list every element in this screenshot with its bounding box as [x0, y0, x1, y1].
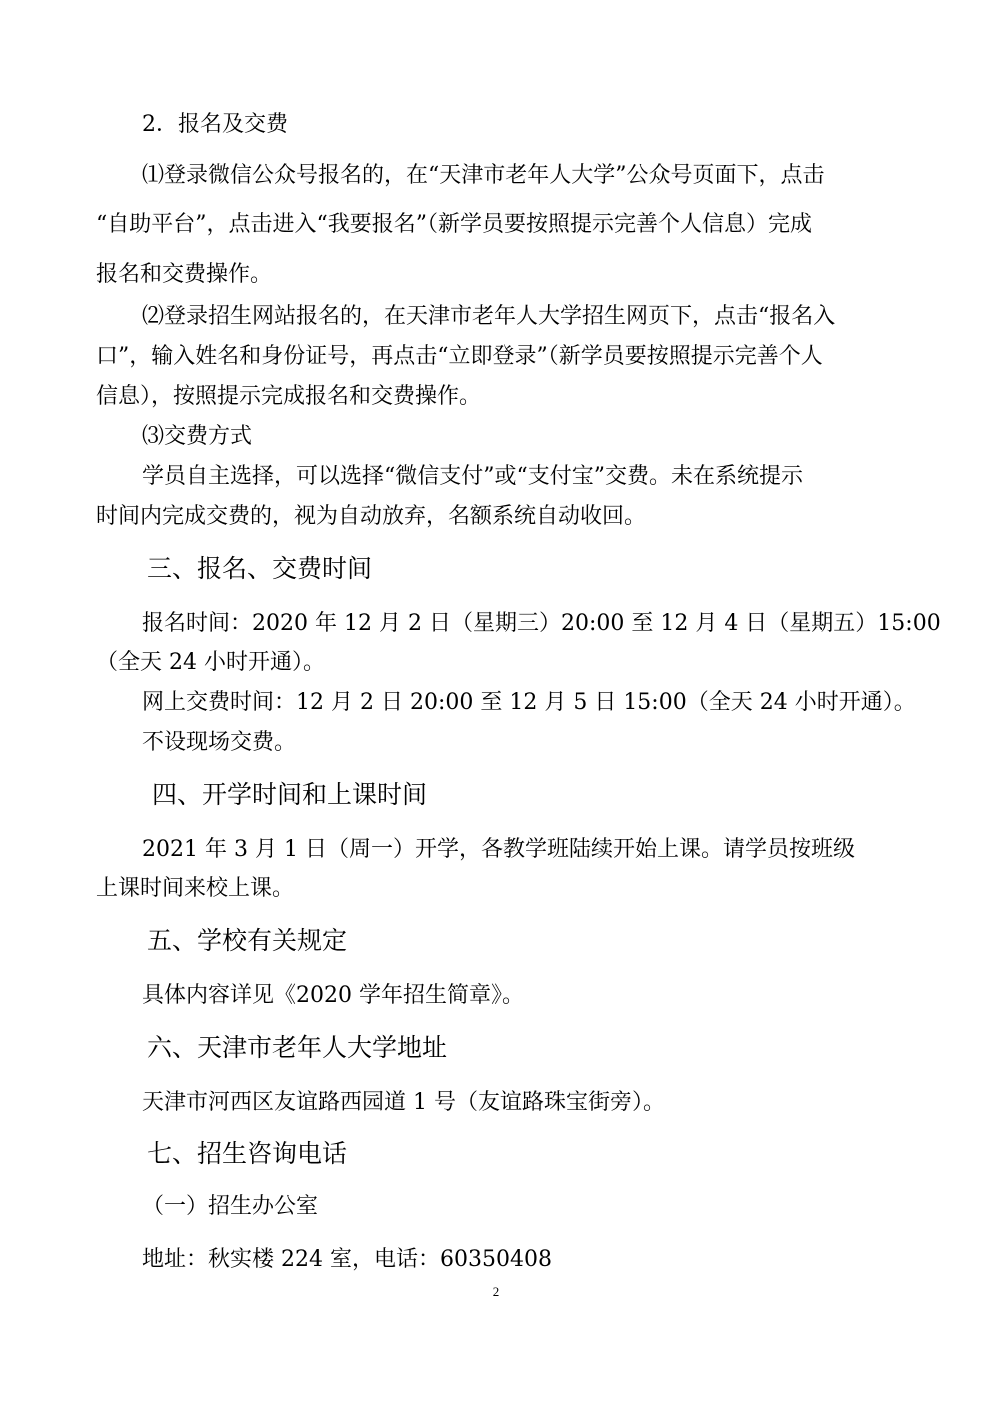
paragraph-line: 报名时间：2020 年 12 月 2 日（星期三）20:00 至 12 月 4 日（星期五）15:00 — [142, 611, 941, 636]
paragraph-line: 时间内完成交费的，视为自动放弃，名额系统自动收回。 — [96, 504, 647, 529]
paragraph-line: 天津市河西区友谊路西园道 1 号（友谊路珠宝街旁）。 — [142, 1090, 665, 1115]
paragraph-line: 学员自主选择，可以选择“微信支付”或“支付宝”交费。未在系统提示 — [142, 464, 803, 489]
paragraph-line: 网上交费时间：12 月 2 日 20:00 至 12 月 5 日 15:00（全天 24 小时开通）。 — [142, 690, 916, 715]
paragraph-line: 地址：秋实楼 224 室，电话：60350408 — [142, 1247, 552, 1272]
paragraph-line: 具体内容详见《2020 学年招生简章》。 — [142, 983, 524, 1008]
paragraph-line: 口”，输入姓名和身份证号，再点击“立即登录”（新学员要按照提示完善个人 — [96, 344, 823, 369]
item-2-title: 2．报名及交费 — [142, 112, 288, 137]
section-heading-5: 五、学校有关规定 — [147, 926, 348, 955]
section-heading-7: 七、招生咨询电话 — [147, 1139, 348, 1168]
paragraph-line: ⑴登录微信公众号报名的，在“天津市老年人大学”公众号页面下，点击 — [142, 163, 825, 188]
page-number: 2 — [492, 1284, 500, 1299]
paragraph-line: 报名和交费操作。 — [96, 262, 273, 287]
paragraph-line: 信息），按照提示完成报名和交费操作。 — [96, 384, 482, 409]
paragraph-line: 2021 年 3 月 1 日（周一）开学，各教学班陆续开始上课。请学员按班级 — [142, 837, 855, 862]
section-heading-6: 六、天津市老年人大学地址 — [147, 1033, 448, 1062]
paragraph-line: ⑶交费方式 — [142, 424, 253, 449]
paragraph-line: 不设现场交费。 — [142, 730, 297, 755]
paragraph-line: ⑵登录招生网站报名的，在天津市老年人大学招生网页下，点击“报名入 — [142, 304, 836, 329]
section-heading-3: 三、报名、交费时间 — [147, 554, 373, 583]
subsection-title: （一）招生办公室 — [142, 1194, 319, 1219]
paragraph-line: 上课时间来校上课。 — [96, 876, 295, 901]
paragraph-line: “自助平台”，点击进入“我要报名”（新学员要按照提示完善个人信息）完成 — [96, 212, 812, 237]
paragraph-line: （全天 24 小时开通）。 — [96, 650, 325, 675]
section-heading-4: 四、开学时间和上课时间 — [152, 780, 428, 809]
